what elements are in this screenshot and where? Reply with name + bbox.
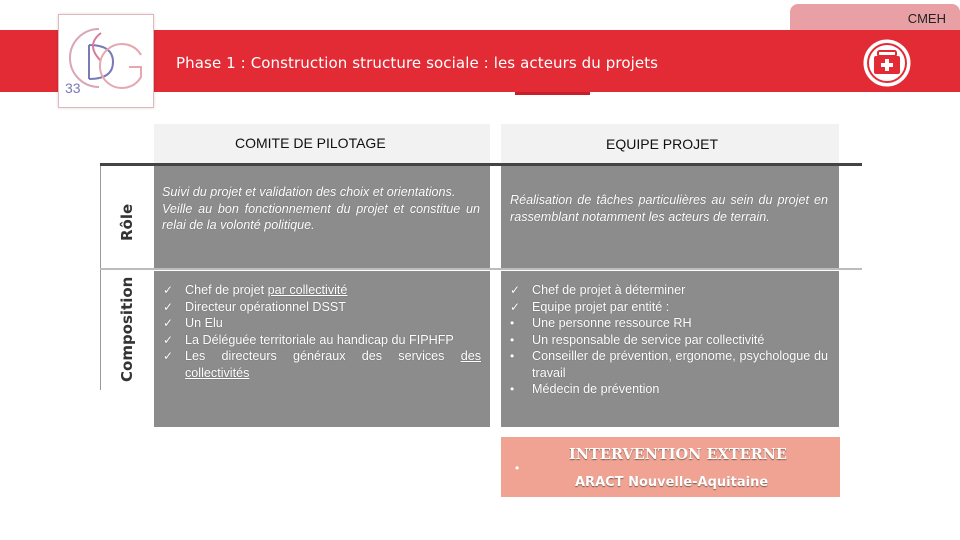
item-text: Directeur opérationnel DSST [185, 299, 346, 314]
intervention-externe-title: INTERVENTION EXTERNE [569, 446, 787, 463]
medical-kit-icon [862, 38, 912, 88]
item-text: Un responsable de service par collectivité [532, 332, 765, 347]
comite-header [154, 124, 490, 164]
banner-accent-line [515, 92, 590, 95]
composition-label: Composition [118, 276, 136, 382]
item-text: Une personne ressource RH [532, 316, 692, 330]
check-icon: ✓ [163, 299, 174, 314]
comite-role-line-1: Suivi du projet et validation des choix et orientations. [162, 185, 456, 199]
intervention-externe-subtitle: ARACT Nouvelle-Aquitaine [575, 475, 769, 490]
item-text: Chef de projet à déterminer [532, 283, 686, 297]
check-icon: ✓ [163, 332, 174, 347]
comite-title: COMITE DE PILOTAGE [235, 135, 386, 151]
list-item [163, 348, 481, 381]
list-item [163, 332, 481, 349]
check-icon: ✓ [510, 283, 521, 297]
item-text: Chef de projet [185, 283, 268, 297]
cdg-logo [58, 14, 154, 108]
item-text: Conseiller de prévention, ergonome, psychologue du travail [532, 349, 828, 380]
item-underlined-text: des collectivités [185, 349, 481, 380]
list-item [510, 381, 828, 398]
intervention-externe-box [501, 437, 840, 497]
equipe-header [501, 124, 839, 164]
list-item [163, 315, 481, 332]
list-item [163, 282, 481, 299]
cmeh-tab[interactable] [790, 4, 960, 30]
composition-divider-line [100, 270, 101, 390]
bullet-icon: • [515, 461, 520, 475]
check-icon: ✓ [163, 349, 174, 363]
equipe-composition-list [510, 282, 828, 398]
cmeh-tab-label: CMEH [907, 11, 946, 26]
list-item [510, 282, 828, 299]
list-item [163, 299, 481, 316]
list-item [510, 348, 828, 381]
bullet-icon: • [510, 316, 515, 330]
bullet-icon: • [510, 349, 515, 363]
item-underlined-text: par collectivité [267, 283, 348, 297]
list-item [510, 332, 828, 349]
role-divider-line [100, 165, 101, 268]
role-label: Rôle [118, 203, 136, 241]
item-text: La Déléguée territoriale au handicap du FIPHFP [185, 332, 454, 347]
check-icon: ✓ [510, 299, 521, 314]
item-text: Médecin de prévention [532, 382, 660, 396]
item-text: Un Elu [185, 316, 223, 330]
bullet-icon: • [510, 332, 515, 347]
comite-role-text [162, 184, 480, 234]
item-text: Equipe projet par entité : [532, 299, 670, 314]
equipe-title: EQUIPE PROJET [606, 136, 719, 152]
list-item [510, 315, 828, 332]
cdg-logo-icon [59, 15, 155, 109]
equipe-role-text: Réalisation de tâches particulières au sein du projet en rassemblant notamment les acteurs de terrain. [510, 193, 828, 224]
check-icon: ✓ [163, 283, 174, 297]
row-divider [100, 268, 862, 270]
comite-role-line-2: Veille au bon fonctionnement du projet et constitue un relai de la volonté politique. [162, 201, 480, 232]
bullet-icon: • [510, 382, 515, 396]
item-text: Les directeurs généraux des services [185, 349, 461, 363]
list-item [510, 299, 828, 316]
page-title: Phase 1 : Construction structure sociale : les acteurs du projets [176, 54, 659, 72]
logo-text: 33 [65, 80, 81, 96]
comite-composition-list [163, 282, 481, 381]
check-icon: ✓ [163, 316, 174, 330]
